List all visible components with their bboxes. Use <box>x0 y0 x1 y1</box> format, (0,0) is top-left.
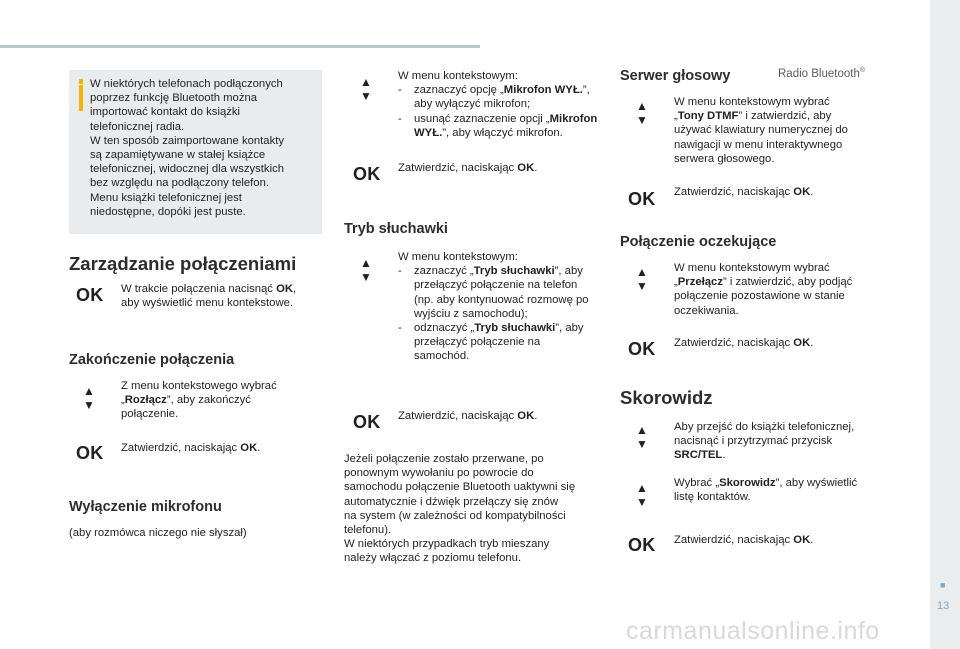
mic-off-subtitle: (aby rozmówca niczego nie słyszał) <box>69 527 247 539</box>
end-call-text: Z menu kontekstowego wybrać „Rozłącz”, aby zakończyć połączenie. <box>121 380 277 421</box>
side-margin <box>930 0 960 649</box>
heading-call-management: Zarządzanie połączeniami <box>69 253 297 274</box>
up-down-arrows-icon: ▲ ▼ <box>636 99 648 127</box>
ok-button-icon: OK <box>353 412 381 432</box>
handset-note: Jeżeli połączenie zostało przerwane, po ponownym wywołaniu po powrocie do samochodu połączenie Bluetooth uaktywni się automatycznie i dźwięk przełączy się znów na system (w zależności od kompatybilności telefonu). W niektórych przypadkach tryb mieszany należy włączać z poziomu telefonu. <box>344 453 576 565</box>
page-number: 13 <box>937 600 950 612</box>
up-down-arrows-icon: ▲ ▼ <box>83 384 95 412</box>
ok-button-icon: OK <box>628 339 656 359</box>
section-title: Radio Bluetooth® <box>778 67 866 80</box>
header-rule <box>0 45 480 48</box>
call-waiting-text: W menu kontekstowym wybrać „Przełącz” i zatwierdzić, aby podjąć połączenie pozostawione w stanie oczekiwania. <box>674 262 853 317</box>
info-note-text: W niektórych telefonach podłączonych poprzez funkcję Bluetooth można importować kontakt do książki telefonicznej radia. W ten sposób zaimportowane kontakty są zapamiętywane w stałej książce telefonicznej, widocznej dla wszystkich bez względu na podłączony telefon. Menu książki telefonicznej jest niedostępne, dopóki jest puste. <box>90 78 285 218</box>
heading-call-waiting: Połączenie oczekujące <box>620 234 777 250</box>
directory-text-1: Aby przejść do książki telefonicznej, nacisnąć i przytrzymać przycisk SRC/TEL. <box>674 421 855 462</box>
ok-button-icon: OK <box>76 443 104 463</box>
directory-confirm: Zatwierdzić, naciskając OK. <box>674 534 814 546</box>
info-note <box>69 70 322 234</box>
voice-server-text: W menu kontekstowym wybrać „Tony DTMF” i zatwierdzić, aby używać klawiatury numerycznej do nawigacji w menu interaktywnego serwera głosowego. <box>674 96 848 165</box>
call-waiting-confirm: Zatwierdzić, naciskając OK. <box>674 337 814 349</box>
info-icon <box>78 79 84 111</box>
call-management-text: W trakcie połączenia nacisnąć OK, aby wyświetlić menu kontekstowe. <box>121 283 297 310</box>
handset-menu-text: W menu kontekstowym: - zaznaczyć „Tryb słuchawki”, aby przełączyć połączenie na telefon (np. aby kontynuować rozmowę po wyjściu z samochodu); - odznaczyć „Tryb słuchawki”, aby przełączyć połączenie na samochód. <box>398 250 594 364</box>
heading-end-call: Zakończenie połączenia <box>69 352 235 368</box>
heading-mic-off: Wyłączenie mikrofonu <box>69 499 222 515</box>
up-down-arrows-icon: ▲ ▼ <box>360 256 372 284</box>
heading-handset-mode: Tryb słuchawki <box>344 221 448 237</box>
ok-button-icon: OK <box>76 285 104 305</box>
end-call-confirm: Zatwierdzić, naciskając OK. <box>121 442 261 454</box>
mic-menu-text: W menu kontekstowym: - zaznaczyć opcję „Mikrofon WYŁ.”, aby wyłączyć mikrofon; - usunąć zaznaczenie opcji „Mikrofon WYŁ.”, aby włączyć mikrofon. <box>398 69 603 140</box>
mic-menu-confirm: Zatwierdzić, naciskając OK. <box>398 162 538 174</box>
directory-text-2: Wybrać „Skorowidz”, aby wyświetlić listę kontaktów. <box>674 477 858 504</box>
ok-button-icon: OK <box>628 535 656 555</box>
heading-voice-server: Serwer głosowy <box>620 68 731 84</box>
page-marker: ■ <box>940 580 946 590</box>
ok-button-icon: OK <box>628 189 656 209</box>
handset-confirm: Zatwierdzić, naciskając OK. <box>398 410 538 422</box>
up-down-arrows-icon: ▲ ▼ <box>636 481 648 509</box>
up-down-arrows-icon: ▲ ▼ <box>636 423 648 451</box>
watermark: carmanualsonline.info <box>626 617 880 645</box>
ok-button-icon: OK <box>353 164 381 184</box>
up-down-arrows-icon: ▲ ▼ <box>636 265 648 293</box>
voice-server-confirm: Zatwierdzić, naciskając OK. <box>674 186 814 198</box>
up-down-arrows-icon: ▲ ▼ <box>360 75 372 103</box>
heading-directory: Skorowidz <box>620 387 713 408</box>
